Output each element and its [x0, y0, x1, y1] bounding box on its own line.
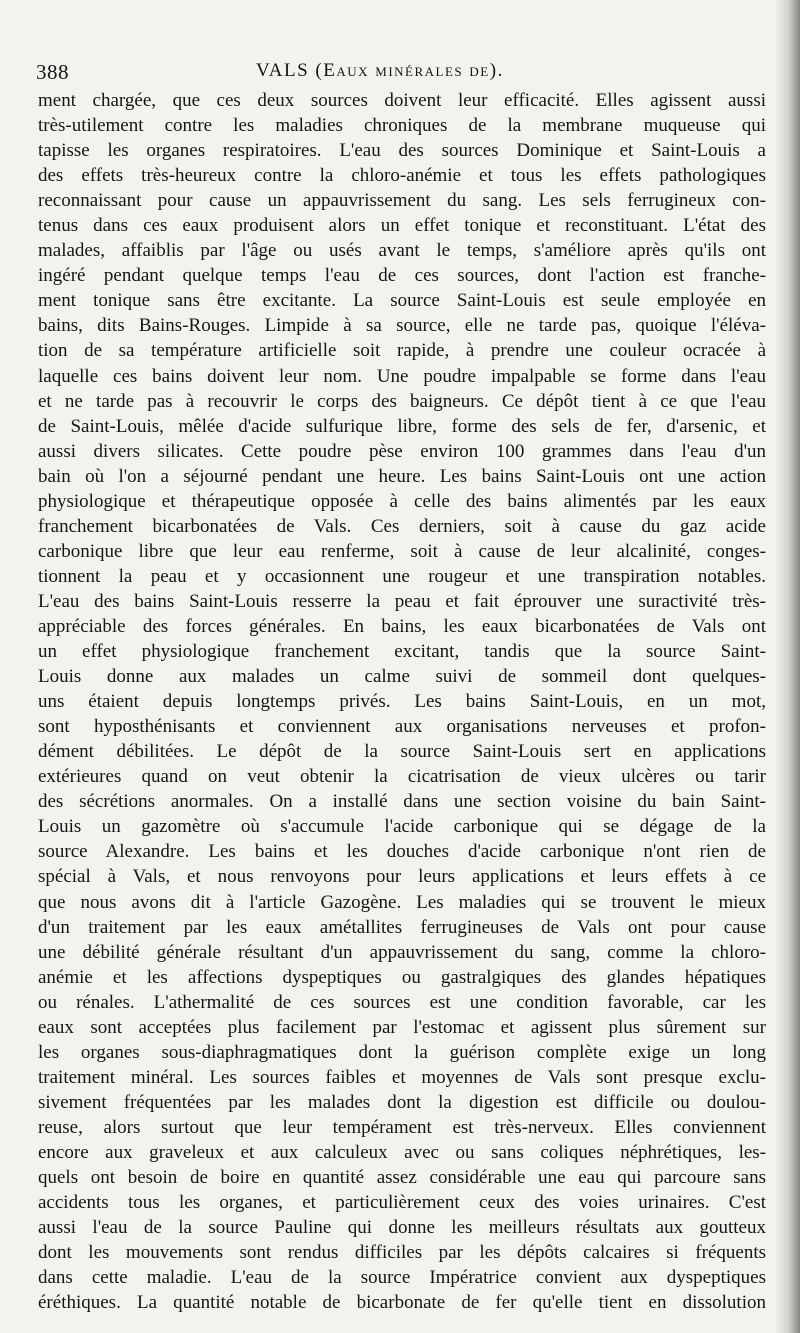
- text-line: une débilité générale résultant d'un appauvrissement du sang, comme la chloro-: [38, 941, 766, 963]
- text-line: accidents tous les organes, et particulièrement ceux des voies urinaires. C'est: [38, 1192, 766, 1214]
- text-line: tapisse les organes respiratoires. L'eau des sources Dominique et Saint-Louis a: [38, 140, 766, 162]
- text-line: bain où l'on a séjourné pendant une heure. Les bains Saint-Louis ont une action: [38, 465, 766, 487]
- text-line: encore aux graveleux et aux calculeux avec ou sans coliques néphrétiques, les-: [38, 1141, 766, 1163]
- text-line: sont hyposthénisants et conviennent aux organisations nerveuses et profon-: [38, 716, 766, 738]
- text-line: que nous avons dit à l'article Gazogène. Les maladies qui se trouvent le mieux: [38, 891, 766, 913]
- text-line: dont les mouvements sont rendus difficiles par les dépôts calcaires si fréquents: [38, 1242, 766, 1264]
- page-edge-shadow: [774, 0, 800, 1333]
- text-line: source Alexandre. Les bains et les douches d'acide carbonique n'ont rien de: [38, 841, 766, 863]
- text-line: ou rénales. L'athermalité de ces sources est une condition favorable, car les: [38, 991, 766, 1013]
- text-line: spécial à Vals, et nous renvoyons pour leurs applications et leurs effets à ce: [38, 866, 766, 888]
- text-line: et ne tarde pas à recouvrir le corps des baigneurs. Ce dépôt tient à ce que l'eau: [38, 390, 766, 412]
- text-line: appréciable des forces générales. En bains, les eaux bicarbonatées de Vals ont: [38, 615, 766, 637]
- text-line: aussi l'eau de la source Pauline qui donne les meilleurs résultats aux goutteux: [38, 1217, 766, 1239]
- text-line: ment tonique sans être excitante. La source Saint-Louis est seule employée en: [38, 290, 766, 312]
- text-line: de Saint-Louis, mêlée d'acide sulfurique libre, forme des sels de fer, d'arsenic, et: [38, 415, 766, 437]
- running-title-tail: ).: [489, 60, 504, 81]
- text-line: dans cette maladie. L'eau de la source Impératrice convient aux dyspeptiques: [38, 1267, 766, 1289]
- text-line: quels ont besoin de boire en quantité assez considérable une eau qui parcoure sans: [38, 1167, 766, 1189]
- text-line: Louis donne aux malades un calme suivi de sommeil dont quelques-: [38, 666, 766, 688]
- running-title-lead: VALS (: [256, 60, 324, 81]
- text-line: ingéré pendant quelque temps l'eau de ces sources, dont l'action est franche-: [38, 265, 766, 287]
- text-line: eaux sont acceptées plus facilement par l'estomac et agissent plus sûrement sur: [38, 1016, 766, 1038]
- page-header: [36, 60, 748, 86]
- text-line: carbonique libre que leur eau renferme, soit à cause de leur alcalinité, conges-: [38, 540, 766, 562]
- text-line: physiologique et thérapeutique opposée à celle des bains alimentés par les eaux: [38, 490, 766, 512]
- text-line: L'eau des bains Saint-Louis resserre la peau et fait éprouver une suractivité très-: [38, 590, 766, 612]
- text-line: des effets très-heureux contre la chloro-anémie et tous les effets pathologiques: [38, 165, 766, 187]
- text-line: tenus dans ces eaux produisent alors un effet tonique et reconstituant. L'état des: [38, 215, 766, 237]
- text-line: laquelle ces bains doivent leur nom. Une poudre impalpable se forme dans l'eau: [38, 365, 766, 387]
- page-number: 388: [36, 60, 69, 84]
- text-line: dément débilitées. Le dépôt de la source Saint-Louis sert en applications: [38, 741, 766, 763]
- running-title-caps: Eaux minérales de: [323, 60, 490, 81]
- text-line: un effet physiologique franchement excitant, tandis que la source Saint-: [38, 641, 766, 663]
- text-line: bains, dits Bains-Rouges. Limpide à sa source, elle ne tarde pas, quoique l'éléva-: [38, 315, 766, 337]
- text-line: des sécrétions anormales. On a installé dans une section voisine du bain Saint-: [38, 791, 766, 813]
- text-line: aussi divers silicates. Cette poudre pèse environ 100 grammes dans l'eau d'un: [38, 440, 766, 462]
- text-line: sivement fréquentées par les malades dont la digestion est difficile ou doulou-: [38, 1091, 766, 1113]
- text-line: Louis un gazomètre où s'accumule l'acide carbonique qui se dégage de la: [38, 816, 766, 838]
- text-line: éréthiques. La quantité notable de bicarbonate de fer qu'elle tient en dissolution: [38, 1292, 766, 1314]
- text-line: reconnaissant pour cause un appauvrissement du sang. Les sels ferrugineux con-: [38, 190, 766, 212]
- text-line: d'un traitement par les eaux amétallites ferrugineuses de Vals ont pour cause: [38, 916, 766, 938]
- text-line: extérieures quand on veut obtenir la cicatrisation de vieux ulcères ou tarir: [38, 766, 766, 788]
- text-line: tionnent la peau et y occasionnent une rougeur et une transpiration notables.: [38, 565, 766, 587]
- text-line: tion de sa température artificielle soit rapide, à prendre une couleur ocracée à: [38, 340, 766, 362]
- text-line: franchement bicarbonatées de Vals. Ces derniers, soit à cause du gaz acide: [38, 515, 766, 537]
- text-line: reuse, alors surtout que leur tempérament est très-nerveux. Elles conviennent: [38, 1116, 766, 1138]
- body-paragraph: [38, 88, 766, 1315]
- text-line: ment chargée, que ces deux sources doivent leur efficacité. Elles agissent aussi: [38, 90, 766, 111]
- text-line: traitement minéral. Les sources faibles et moyennes de Vals sont presque exclu-: [38, 1066, 766, 1088]
- text-line: très-utilement contre les maladies chroniques de la membrane muqueuse qui: [38, 115, 766, 137]
- text-line: anémie et les affections dyspeptiques ou gastralgiques des glandes hépatiques: [38, 966, 766, 988]
- text-line: uns étaient depuis longtemps privés. Les bains Saint-Louis, en un mot,: [38, 691, 766, 713]
- text-line: malades, affaiblis par l'âge ou usés avant le temps, s'améliore après qu'ils ont: [38, 240, 766, 262]
- text-line: les organes sous-diaphragmatiques dont la guérison complète exige un long: [38, 1041, 766, 1063]
- running-title: [256, 60, 504, 82]
